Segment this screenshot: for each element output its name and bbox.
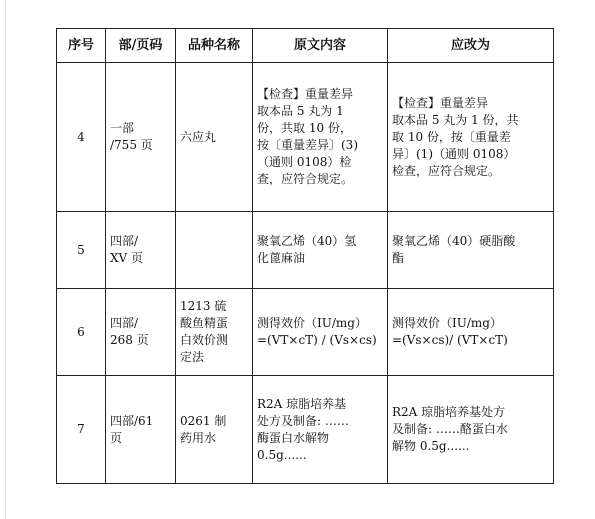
- row-original: R2A 琼脂培养基 处方及制备: …… 酶蛋白水解物 0.5g......: [253, 376, 388, 484]
- row-page: 四部/61 页: [106, 376, 176, 484]
- row-name: 0261 制 药用水: [176, 376, 253, 484]
- row-corrected: 测得效价（IU/mg） =(Vs×cs)/ (VT×cT): [388, 289, 554, 376]
- table-row: [57, 212, 554, 289]
- row-corrected: 聚氧乙烯（40）硬脂酸 酯: [388, 212, 554, 289]
- row-number: 4: [57, 63, 106, 212]
- row-page: 四部/ XV 页: [106, 212, 176, 289]
- row-corrected: R2A 琼脂培养基处方 及制备: ……酪蛋白水 解物 0.5g......: [388, 376, 554, 484]
- row-name: 六应丸: [176, 63, 253, 212]
- errata-table: [56, 28, 554, 484]
- row-original: 聚氧乙烯（40）氢 化蓖麻油: [253, 212, 388, 289]
- header-name: 品种名称: [176, 29, 253, 63]
- header-original: 原文内容: [253, 29, 388, 63]
- header-row: [57, 29, 554, 63]
- page-edge-line: [5, 0, 6, 519]
- row-original: 【检查】重量差异 取本品 5 丸为 1 份，共取 10 份， 按〔重量差异〕(3) （通则 0108）检 查，应符合规定。: [253, 63, 388, 212]
- row-page: 一部 /755 页: [106, 63, 176, 212]
- row-name: 1213 硫 酸鱼精蛋 白效价测 定法: [176, 289, 253, 376]
- header-corrected: 应改为: [388, 29, 554, 63]
- row-name: [176, 212, 253, 289]
- row-original: 测得效价（IU/mg） =(VT×cT) / (Vs×cs): [253, 289, 388, 376]
- table-row: [57, 376, 554, 484]
- table-row: [57, 289, 554, 376]
- row-page: 四部/ 268 页: [106, 289, 176, 376]
- row-number: 6: [57, 289, 106, 376]
- table-row: [57, 63, 554, 212]
- row-number: 5: [57, 212, 106, 289]
- header-page: 部/页码: [106, 29, 176, 63]
- header-no: 序号: [57, 29, 106, 63]
- row-number: 7: [57, 376, 106, 484]
- row-corrected: 【检查】重量差异 取本品 5 丸为 1 份，共 取 10 份，按〔重量差 异〕(1)（通则 0108） 检查，应符合规定。: [388, 63, 554, 212]
